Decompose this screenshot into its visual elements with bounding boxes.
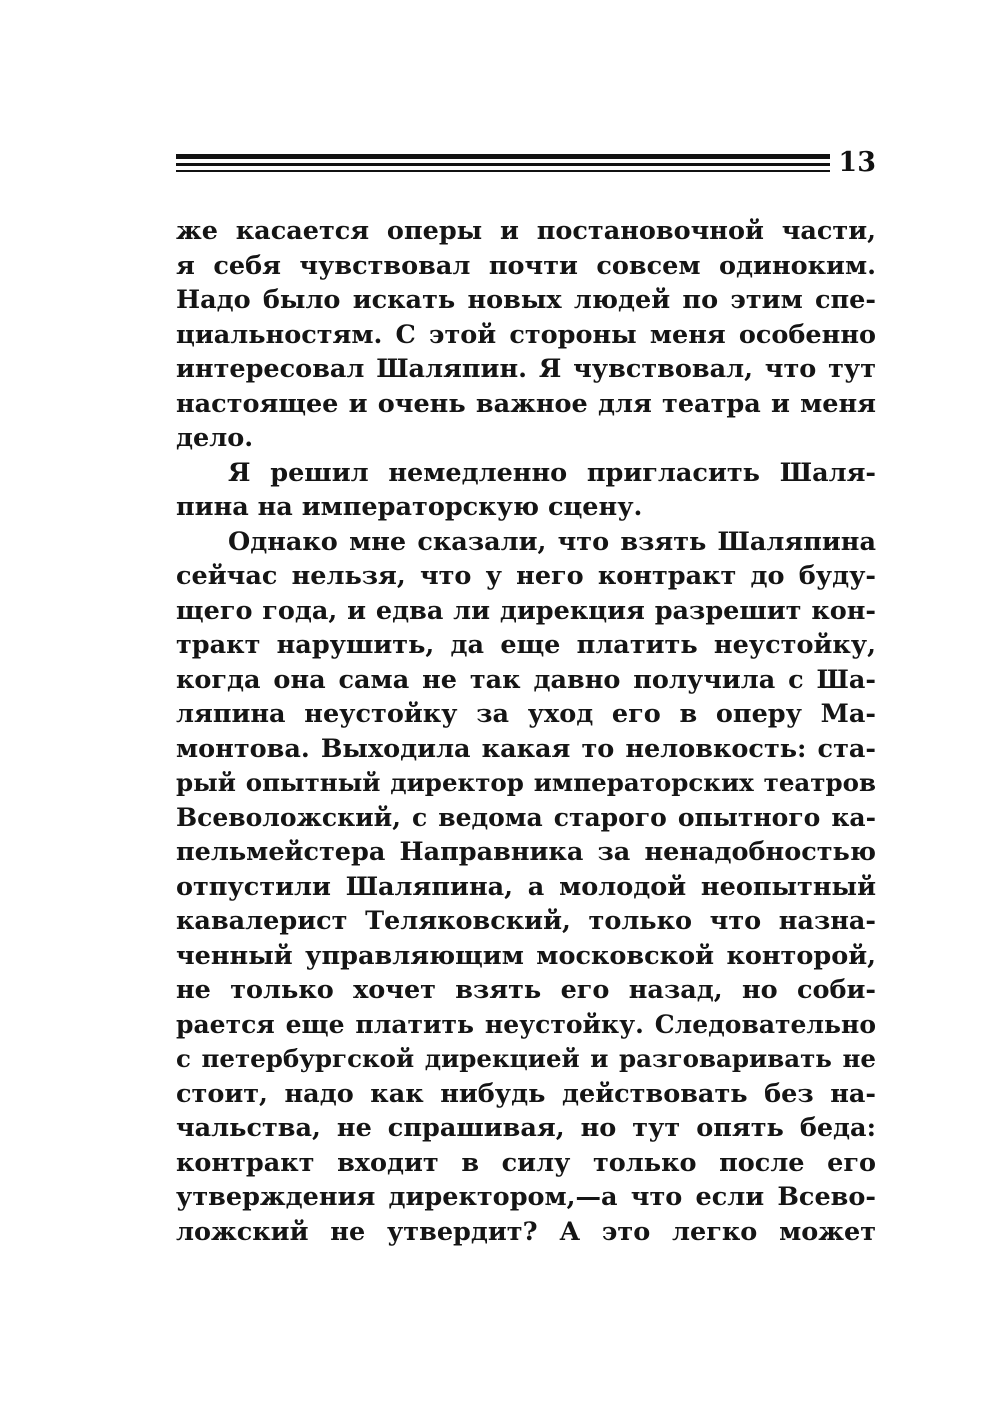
text-line: циальностям. С этой стороны меня особенно (176, 319, 876, 350)
text-line: ченный управляющим московской конторой, (176, 940, 876, 971)
text-line: отпустили Шаляпина, а молодой неопытный (176, 871, 876, 902)
text-line: контракт входит в силу только после его (176, 1147, 876, 1178)
text-line: не только хочет взять его назад, но соби- (176, 975, 876, 1005)
text-line: настоящее и очень важное для театра и меня (176, 388, 876, 419)
text-line: стоит, надо как нибудь действовать без на- (176, 1078, 876, 1109)
header-rule-middle (176, 163, 830, 166)
text-line: тракт нарушить, да еще платить неустойку, (176, 630, 876, 660)
text-line: чальства, не спрашивая, но тут опять беда: (176, 1113, 876, 1143)
header-rule-thick (176, 154, 830, 159)
text-line: монтова. Выходила какая то неловкость: ста- (176, 733, 876, 764)
text-line: с петербургской дирекцией и разговаривать не (176, 1044, 876, 1073)
text-line: сейчас нельзя, что у него контракт до буду- (176, 561, 876, 591)
text-line: дело. (176, 423, 254, 453)
text-line: интересовал Шаляпин. Я чувствовал, что тут (176, 354, 876, 384)
text-line: рается еще платить неустойку. Следовательно (176, 1009, 876, 1039)
text-line: утверждения директором,—а что если Всево- (176, 1182, 876, 1212)
text-line: пельмейстера Направника за ненадобностью (176, 837, 876, 867)
text-line: рый опытный директор императорских театров (176, 768, 876, 797)
body-text (176, 214, 876, 1249)
page-number: 13 (838, 147, 876, 178)
header-rule-thin (176, 170, 830, 172)
text-line: ляпина неустойку за уход его в оперу Ма- (176, 699, 876, 729)
text-line: щего года, и едва ли дирекция разрешит кон- (176, 595, 876, 626)
text-line: ложский не утвердит? А это легко может (176, 1216, 876, 1247)
text-line: Всеволожский, с ведома старого опытного ка- (176, 802, 876, 832)
text-line: пина на императорскую сцену. (176, 492, 643, 522)
text-line: Я решил немедленно пригласить Шаля- (228, 457, 876, 488)
text-line: Надо было искать новых людей по этим спе- (176, 285, 876, 315)
text-line: когда она сама не так давно получила с Ша- (176, 664, 876, 695)
text-line: кавалерист Теляковский, только что назна- (176, 906, 876, 936)
page-header (176, 147, 876, 180)
text-line: я себя чувствовал почти совсем одиноким. (176, 250, 876, 281)
text-line: Однако мне сказали, что взять Шаляпина (228, 526, 876, 557)
text-line: же касается оперы и постановочной части, (176, 216, 876, 246)
